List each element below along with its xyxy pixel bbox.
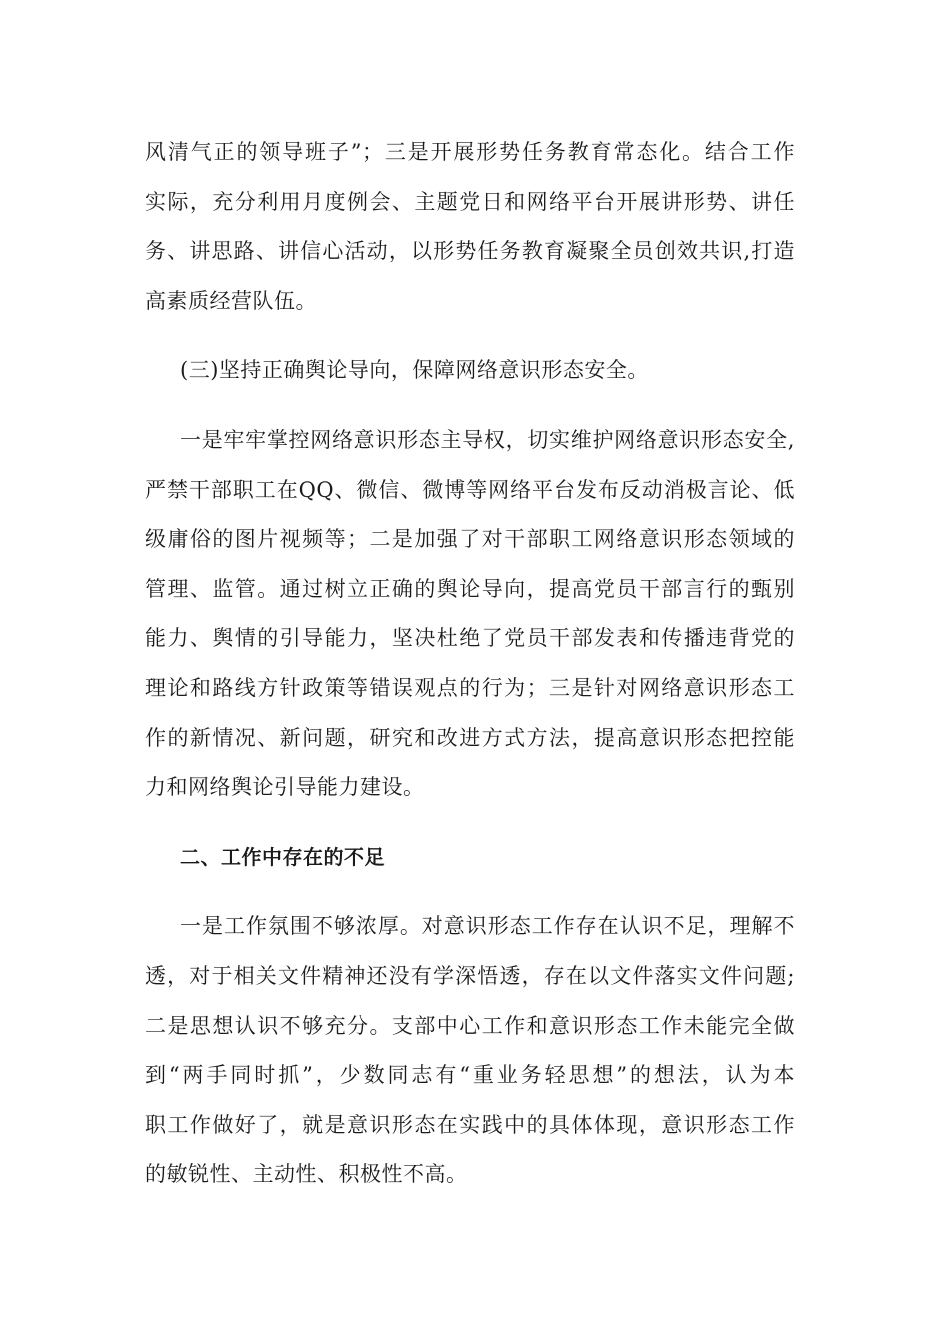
subsection-heading: (三)坚持正确舆论导向，保障网络意识形态安全。 xyxy=(180,358,649,383)
paragraph-line: 一是牢牢掌控网络意识形态主导权，切实维护网络意识形态安全, xyxy=(180,427,795,452)
paragraph-line: 到“两手同时抓”，少数同志有“重业务轻思想”的想法，认为本 xyxy=(145,1063,795,1088)
paragraph-line: 作的新情况、新问题，研究和改进方式方法，提高意识形态把控能 xyxy=(145,725,795,750)
paragraph-2 xyxy=(145,416,795,813)
paragraph-line: 的敏锐性、主动性、积极性不高。 xyxy=(145,1162,468,1187)
section-heading: 二、工作中存在的不足 xyxy=(180,844,385,869)
paragraph-line: 风清气正的领导班子”；三是开展形势任务教育常态化。结合工作 xyxy=(145,140,795,164)
paragraph-line: 实际，充分利用月度例会、主题党日和网络平台开展讲形势、讲任 xyxy=(145,189,795,214)
paragraph-line: 高素质经营队伍。 xyxy=(145,288,317,313)
paragraph-line: 理论和路线方针政策等错误观点的行为；三是针对网络意识形态工 xyxy=(145,675,795,700)
paragraph-line: 职工作做好了，就是意识形态在实践中的具体体现，意识形态工作 xyxy=(145,1112,795,1137)
paragraph-1 xyxy=(145,128,795,326)
paragraph-line: 力和网络舆论引导能力建设。 xyxy=(145,775,425,800)
paragraph-line: 能力、舆情的引导能力，坚决杜绝了党员干部发表和传播违背党的 xyxy=(145,626,795,651)
document-body xyxy=(145,128,795,1200)
paragraph-line: 二是思想认识不够充分。支部中心工作和意识形态工作未能完全做 xyxy=(145,1013,795,1038)
paragraph-line: 管理、监管。通过树立正确的舆论导向，提高党员干部言行的甄别 xyxy=(145,576,795,601)
paragraph-3 xyxy=(145,902,795,1200)
paragraph-line: 务、讲思路、讲信心活动，以形势任务教育凝聚全员创效共识,打造 xyxy=(145,239,795,264)
paragraph-line: 级庸俗的图片视频等；二是加强了对干部职工网络意识形态领域的 xyxy=(145,527,795,552)
paragraph-line: 一是工作氛围不够浓厚。对意识形态工作存在认识不足，理解不 xyxy=(180,914,795,939)
paragraph-line: 透，对于相关文件精神还没有学深悟透，存在以文件落实文件问题; xyxy=(145,963,795,988)
paragraph-line: 严禁干部职工在QQ、微信、微博等网络平台发布反动消极言论、低 xyxy=(145,477,795,502)
